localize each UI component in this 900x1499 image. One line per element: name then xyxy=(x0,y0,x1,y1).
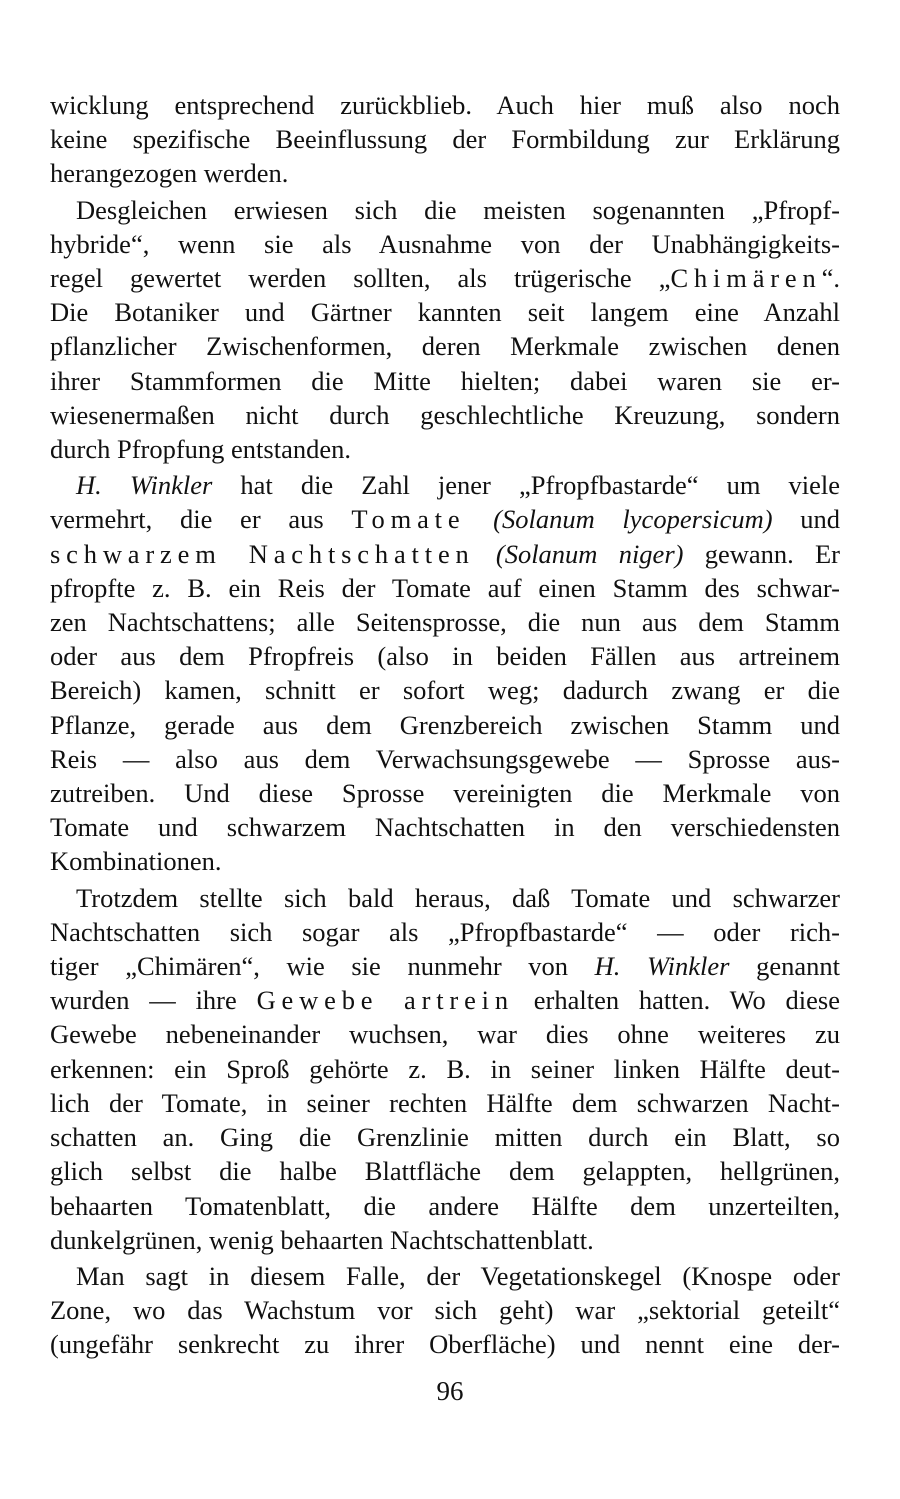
text-line: keine spezifische Beeinflussung der Formbildung zur Erklärung xyxy=(50,124,840,155)
spaced-word: Chimären xyxy=(670,263,822,294)
text-line: glich selbst die halbe Blattfläche dem gelappten, hellgrünen, xyxy=(50,1156,840,1187)
latin-name: (Solanum niger) xyxy=(495,538,684,569)
text-line: zutreiben. Und diese Sprosse vereinigten die Merkmale von xyxy=(50,778,840,809)
text-line: Nachtschatten sich sogar als „Pfropfbastarde“ — oder rich- xyxy=(50,916,840,947)
paragraph-2 xyxy=(50,193,840,467)
spaced-word: Tomate xyxy=(351,504,466,535)
spaced-word: Gewebe artrein xyxy=(256,985,514,1016)
text-line: Gewebe nebeneinander wuchsen, war dies ohne weiteres zu xyxy=(50,1019,840,1050)
text-line: zen Nachtschattens; alle Seitensprosse, die nun aus dem Stamm xyxy=(50,607,840,638)
page-text xyxy=(50,88,840,1362)
text-line: Zone, wo das Wachstum vor sich geht) war „sektorial geteilt“ xyxy=(50,1295,840,1326)
text-line: Reis — also aus dem Verwachsungsgewebe — Sprosse aus- xyxy=(50,743,840,774)
page-number: 96 xyxy=(436,1376,464,1406)
text-line xyxy=(50,261,840,295)
text-line: Desgleichen erwiesen sich die meisten sogenannten „Pfropf- xyxy=(76,194,840,225)
text-line: pflanzlicher Zwischenformen, deren Merkmale zwischen denen xyxy=(50,331,840,362)
spaced-word: schwarzem Nachtschatten xyxy=(50,538,475,569)
text-segment: regel gewertet werden sollten, als trügerische „ xyxy=(50,263,671,294)
text-segment: wurden — ihre xyxy=(50,985,257,1016)
text-line: Trotzdem stellte sich bald heraus, daß Tomate und schwarzer xyxy=(76,882,840,913)
text-line: Man sagt in diesem Falle, der Vegetationskegel (Knospe oder xyxy=(76,1260,840,1291)
text-line: hybride“, wenn sie als Ausnahme von der Unabhängigkeits- xyxy=(50,228,840,259)
text-line xyxy=(50,983,840,1017)
text-line: Bereich) kamen, schnitt er sofort weg; dadurch zwang er die xyxy=(50,675,840,706)
text-line xyxy=(50,537,840,571)
text-line: lich der Tomate, in seiner rechten Hälfte dem schwarzen Nacht- xyxy=(50,1087,840,1118)
text-line: Pflanze, gerade aus dem Grenzbereich zwischen Stamm und xyxy=(50,709,840,740)
paragraph-3 xyxy=(50,468,840,878)
text-line xyxy=(50,949,840,983)
text-line: ihrer Stammformen die Mitte hielten; dabei waren sie er- xyxy=(50,365,840,396)
text-segment: “. xyxy=(821,263,840,294)
paragraph-4 xyxy=(50,881,840,1257)
author-name: H. Winkler xyxy=(76,470,213,501)
text-segment: hat die Zahl jener „Pfropfbastarde“ um viele xyxy=(212,470,841,501)
text-segment: und xyxy=(772,504,840,535)
text-line: dunkelgrünen, wenig behaarten Nachtschattenblatt. xyxy=(50,1224,594,1255)
text-line: wiesenermaßen nicht durch geschlechtliche Kreuzung, sondern xyxy=(50,399,840,430)
author-name: H. Winkler xyxy=(594,951,730,982)
text-line xyxy=(50,468,840,502)
text-line: (ungefähr senkrecht zu ihrer Oberfläche) und nennt eine der- xyxy=(50,1329,840,1360)
text-line: Tomate und schwarzem Nachtschatten in den verschiedensten xyxy=(50,812,840,843)
text-line: Die Botaniker und Gärtner kannten seit langem eine Anzahl xyxy=(50,297,840,328)
text-line: oder aus dem Pfropfreis (also in beiden Fällen aus artreinem xyxy=(50,641,840,672)
text-line: wicklung entsprechend zurückblieb. Auch hier muß also noch xyxy=(50,90,840,120)
paragraph-1 xyxy=(50,88,840,191)
text-segment: vermehrt, die er aus xyxy=(50,504,352,535)
text-line: schatten an. Ging die Grenzlinie mitten durch ein Blatt, so xyxy=(50,1122,840,1153)
text-line: herangezogen werden. xyxy=(50,158,289,189)
text-line: erkennen: ein Sproß gehörte z. B. in seiner linken Hälfte deut- xyxy=(50,1053,840,1084)
text-line: Kombinationen. xyxy=(50,846,222,877)
paragraph-5 xyxy=(50,1259,840,1362)
text-line: pfropfte z. B. ein Reis der Tomate auf einen Stamm des schwar- xyxy=(50,572,840,603)
text-line: durch Pfropfung entstanden. xyxy=(50,434,351,465)
text-line: behaarten Tomatenblatt, die andere Hälfte dem unzerteilten, xyxy=(50,1190,840,1221)
text-segment: genannt xyxy=(729,951,841,982)
latin-name: (Solanum lycopersicum) xyxy=(493,504,773,535)
text-segment: erhalten hatten. Wo diese xyxy=(513,985,840,1016)
text-segment: tiger „Chimären“, wie sie nunmehr von xyxy=(50,951,595,982)
text-line xyxy=(50,502,840,536)
text-segment: gewann. Er xyxy=(683,538,841,569)
